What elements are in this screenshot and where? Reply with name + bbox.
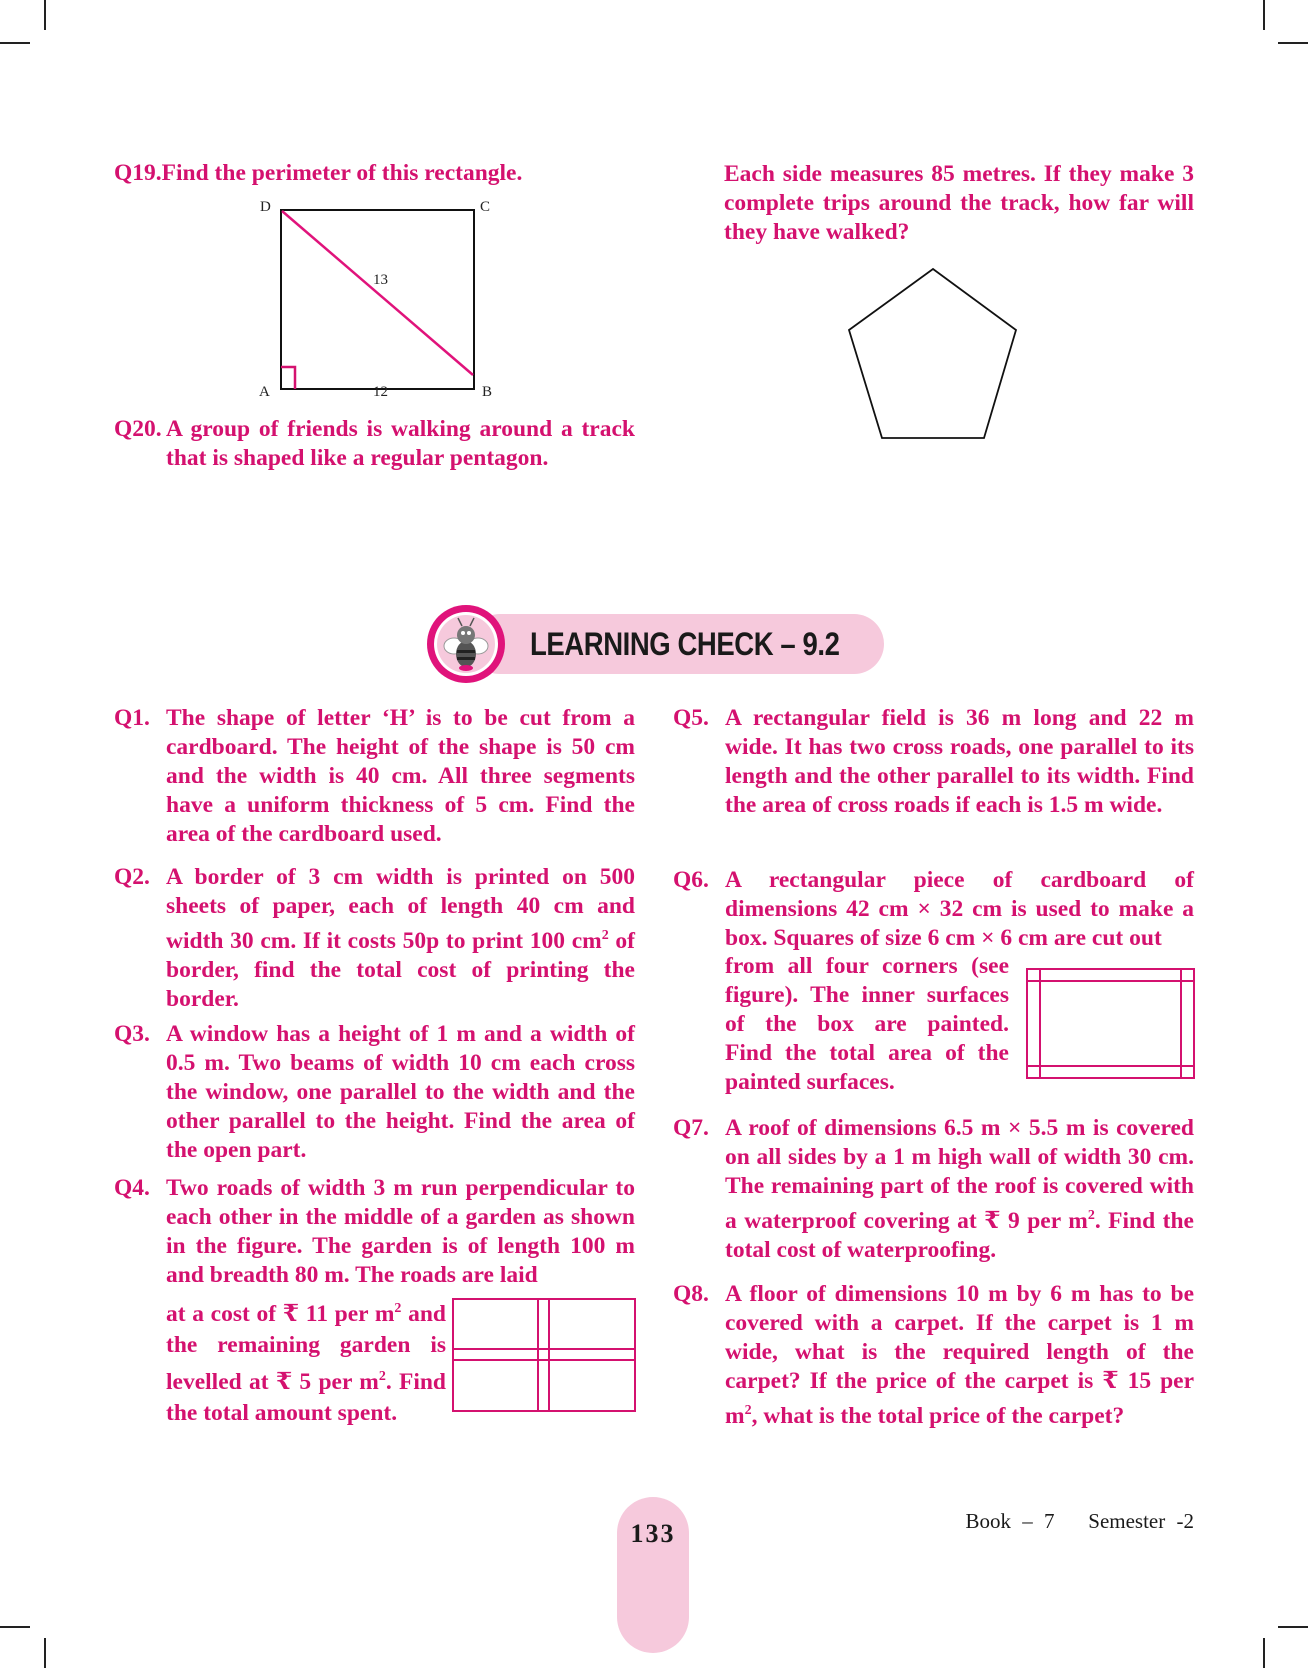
crop-mark [44,1638,46,1668]
question-20-continued [724,160,1194,247]
vertex-label-d: D [260,199,271,215]
cardboard-box-figure [1026,968,1196,1080]
section-title: LEARNING CHECK – 9.2 [530,626,840,662]
question-4 [114,1174,635,1290]
question-text: painted surfaces. [725,1069,895,1095]
question-text: the total amount spent. [166,1399,398,1426]
question-text: A window has a height of 1 m and a width of 0.5 m. Two beams of width 10 cm each cross the window, one parallel to the width and the other parallel to the height. Find the area of the open part. [166,1021,635,1163]
question-text: the remaining garden is [166,1331,446,1358]
superscript: 2 [601,928,609,943]
superscript: 2 [378,1368,386,1384]
question-text: Two roads of width 3 m run perpendicular to each other in the middle of a garden as shown in the figure. The garden is of length 100 m and breadth 80 m. The roads are laid [166,1175,635,1288]
question-text: Each side measures 85 metres. If they make 3 complete trips around the track, how far will they have walked? [724,161,1194,245]
vertex-label-c: C [480,199,491,215]
diagonal-length-label: 13 [373,272,388,288]
question-number: Q6. [673,867,709,893]
pentagon-figure [845,268,1020,440]
vertex-label-b: B [482,384,493,400]
superscript: 2 [744,1403,752,1418]
question-20 [114,415,635,473]
crop-mark [0,1626,30,1628]
crop-mark [1263,1638,1265,1668]
question-5 [673,704,1194,820]
crop-mark [44,0,46,30]
question-number: Q4. [114,1175,150,1201]
question-8 [673,1280,1194,1431]
question-text: A border of 3 cm width is printed on 500 sheets of paper, each of length 40 cm and width 30 cm. If it costs 50p to print 100 cm [166,864,635,954]
question-number: Q8. [673,1281,709,1307]
question-1 [114,704,635,849]
question-text: . Find [385,1368,446,1395]
question-text: at a cost of ₹ 11 per m [166,1300,395,1327]
footer-book-info: Book – 7 Semester -2 [965,1509,1194,1533]
question-6 [673,866,1194,953]
question-text: of the box are painted. [725,1011,1009,1037]
crop-mark [1278,42,1308,44]
superscript: 2 [394,1301,402,1316]
bee-mascot-icon [424,602,508,686]
question-text: A group of friends is walking around a track that is shaped like a regular pentagon. [166,416,635,471]
question-number: Q19. [114,160,162,186]
question-2 [114,863,635,1014]
question-number: Q3. [114,1021,150,1047]
question-text: The shape of letter ‘H’ is to be cut from a cardboard. The height of the shape is 50 cm and the width is 40 cm. All three segments have a uniform thickness of 5 cm. Find the area of the cardboard used. [166,705,635,847]
question-text: figure). The inner surfaces [725,982,1009,1008]
page-number: 133 [630,1519,676,1548]
question-number: Q2. [114,864,150,890]
question-number: Q5. [673,705,709,731]
garden-roads-figure [452,1298,638,1414]
question-text: . Find the total cost of waterproofing. [725,1207,1194,1263]
question-text: Find the perimeter of this rectangle. [161,160,523,186]
question-3 [114,1020,635,1165]
question-text: from all four corners (see [725,953,1009,979]
crop-mark [0,42,30,44]
rectangle-figure [270,205,480,395]
vertex-label-a: A [259,384,270,400]
question-4-wrap [166,1293,446,1429]
question-6-wrap [725,952,1009,1097]
base-length-label: 12 [373,384,388,400]
question-text: levelled at ₹ 5 per m [166,1368,379,1395]
question-text: A roof of dimensions 6.5 m × 5.5 m is covered on all sides by a 1 m high wall of width 30 cm. The remaining part of the roof is covered with a waterproof covering at ₹ 9 per m [725,1115,1194,1234]
question-text: A rectangular field is 36 m long and 22 m wide. It has two cross roads, one parallel to its length and the other parallel to its width. Find the area of cross roads if each is 1.5 m wide. [725,705,1194,818]
crop-mark [1263,0,1265,30]
question-number: Q7. [673,1115,709,1141]
question-19 [114,159,644,188]
question-text: Find the total area of the [725,1040,1009,1066]
question-text: A floor of dimensions 10 m by 6 m has to be covered with a carpet. If the carpet is 1 m wide, what is the required length of the carpet? If the price of the carpet is ₹ 15 per m [725,1281,1194,1429]
question-text: of border, find the total cost of printing the border. [166,927,636,1012]
crop-mark [1278,1626,1308,1628]
question-text: A rectangular piece of cardboard of dimensions 42 cm × 32 cm is used to make a box. Squares of size 6 cm × 6 cm are cut out [725,867,1194,951]
question-number: Q1. [114,705,150,731]
question-text: and [401,1300,446,1327]
superscript: 2 [1087,1208,1095,1223]
question-text: , what is the total price of the carpet? [751,1402,1125,1429]
question-7 [673,1114,1194,1265]
question-number: Q20. [114,416,162,442]
